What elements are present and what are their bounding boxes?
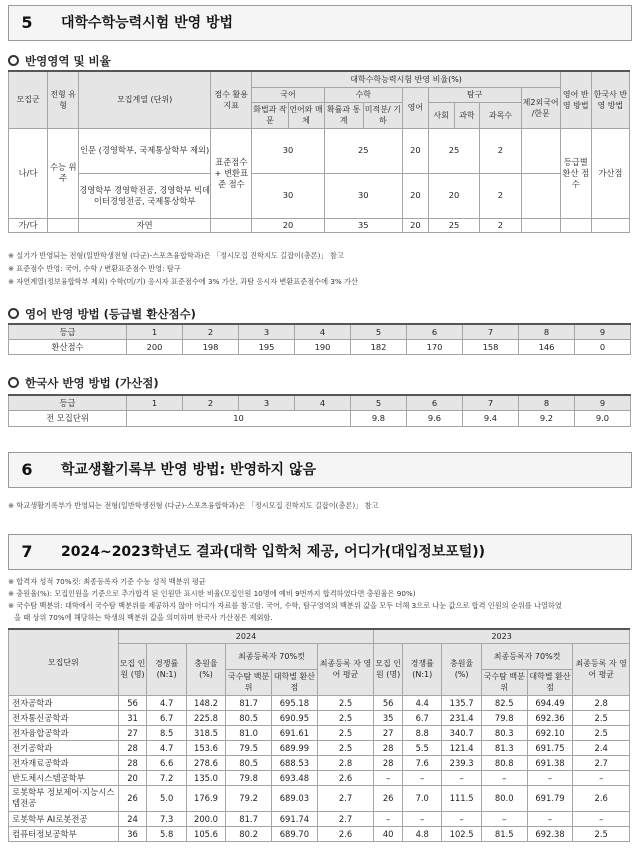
cell-e2: 2.5 (573, 725, 630, 740)
cell-k1: 80.5 (226, 710, 272, 725)
table-row (9, 725, 630, 740)
cell-f2: – (442, 770, 481, 785)
cell-c1: 6.6 (147, 755, 186, 770)
section-6-header (8, 452, 632, 488)
cell-eng-1: 200 (127, 339, 183, 354)
th-competition: 경쟁률 (N:1) (147, 643, 186, 695)
th-grade-7: 7 (463, 395, 519, 410)
th-fill-rate: 충원율 (%) (186, 643, 225, 695)
cell-f2: 340.7 (442, 725, 481, 740)
cell-unit: 전자통신공학과 (9, 710, 119, 725)
th-group: 모집군 (9, 71, 48, 128)
th-csat: 대학수학능력시험 반영 비율(%) (252, 71, 560, 87)
cell-f2: 121.4 (442, 740, 481, 755)
th-unit: 모집단위 (9, 629, 119, 695)
cell-c2: 5.5 (403, 740, 442, 755)
th-grade-8: 8 (519, 395, 575, 410)
subheading-english: 영어 반영 방법 (등급별 환산점수) (8, 306, 196, 322)
cell-e1: 2.6 (317, 826, 374, 841)
th-cut-70: 최종등록자 70%컷 (226, 643, 318, 669)
cell-v2: – (527, 770, 573, 785)
cell-eng-5: 182 (351, 339, 407, 354)
cell-hist-6: 9.6 (407, 410, 463, 426)
cell-unit: 전자융합공학과 (9, 725, 119, 740)
cell-k2: 80.8 (481, 755, 527, 770)
cell-r1-math: 25 (324, 128, 402, 173)
note-section-6: ※ 학교생활기록부가 반영되는 전형(일반학생전형 (다군)-스포츠융합학과)은 「정시모집 진학지도 길잡이(총론)」 참고 (8, 501, 379, 510)
th-math: 수학 (324, 87, 402, 102)
note-ratio-2: ※ 표준점수 반영: 국어, 수학 / 변환표준점수 반영: 탐구 (8, 264, 181, 273)
cell-k1: 81.7 (226, 695, 272, 710)
th-fill-rate: 충원율 (%) (442, 643, 481, 695)
cell-e1: 2.5 (317, 740, 374, 755)
history-table (8, 394, 631, 427)
th-converted-score: 대학별 환산점 (527, 669, 573, 695)
cell-e1: 2.5 (317, 695, 374, 710)
th-quota: 모집 인원 (명) (374, 643, 403, 695)
cell-k2: – (481, 770, 527, 785)
cell-r2-lang (521, 173, 560, 218)
th-type: 전형 유형 (48, 71, 79, 128)
cell-k1: 79.5 (226, 740, 272, 755)
th-eng-avg: 최종등록 자 영어 평균 (573, 643, 630, 695)
cell-q1: 28 (118, 740, 147, 755)
ratio-table (8, 70, 630, 233)
th-competition: 경쟁률 (N:1) (403, 643, 442, 695)
cell-c2: 4.8 (403, 826, 442, 841)
th-quota: 모집 인원 (명) (118, 643, 147, 695)
section-7-header (8, 534, 632, 570)
cell-e1: 2.8 (317, 755, 374, 770)
cell-f1: 105.6 (186, 826, 225, 841)
cell-r1-explore: 25 (428, 128, 480, 173)
cell-v2: 692.10 (527, 725, 573, 740)
cell-v1: 691.74 (271, 811, 317, 826)
cell-f1: 176.9 (186, 785, 225, 811)
cell-e2: – (573, 811, 630, 826)
cell-q1: 27 (118, 725, 147, 740)
cell-q1: 56 (118, 695, 147, 710)
cell-c1: 7.3 (147, 811, 186, 826)
th-grade-6: 6 (407, 395, 463, 410)
cell-hist-7: 9.4 (463, 410, 519, 426)
th-math-a: 확률과 통계 (324, 102, 363, 128)
section-title: 대학수학능력시험 반영 방법 (61, 15, 234, 31)
cell-v1: 691.61 (271, 725, 317, 740)
cell-unit: 컴퓨터정보공학부 (9, 826, 119, 841)
th-grade-5: 5 (351, 395, 407, 410)
note-ratio-1: ※ 실기가 반영되는 전형(일반학생전형 (다군)-스포츠융합학과)은 「정시모집 진학지도 길잡이(총론)」 참고 (8, 251, 344, 260)
bullet-circle-icon (8, 308, 19, 319)
cell-q2: – (374, 770, 403, 785)
cell-e1: 2.7 (317, 785, 374, 811)
cell-r3-lang (521, 218, 560, 232)
cell-r3-eng (560, 218, 591, 232)
cell-e1: 2.5 (317, 725, 374, 740)
cell-c2: 7.6 (403, 755, 442, 770)
cell-q2: 28 (374, 740, 403, 755)
cell-r1-english: 20 (402, 128, 428, 173)
th-vocational: 과목수 (480, 102, 521, 128)
cell-e2: 2.5 (573, 710, 630, 725)
table-row (9, 826, 630, 841)
cell-unit-3: 자연 (79, 218, 211, 232)
cell-q2: – (374, 811, 403, 826)
cell-group-1: 나/다 (9, 128, 48, 218)
cell-v1: 689.99 (271, 740, 317, 755)
th-score-index: 점수 활용 지표 (211, 71, 252, 128)
cell-k1: 79.2 (226, 785, 272, 811)
th-grade: 등급 (9, 324, 127, 339)
cell-k2: – (481, 811, 527, 826)
cell-v2: 691.38 (527, 755, 573, 770)
cell-c1: 6.7 (147, 710, 186, 725)
bullet-circle-icon (8, 377, 19, 388)
cell-v2: 691.79 (527, 785, 573, 811)
cell-eng-9: 0 (575, 339, 631, 354)
row-label: 환산점수 (9, 339, 127, 354)
cell-eng-6: 170 (407, 339, 463, 354)
cell-k2: 80.3 (481, 725, 527, 740)
th-grade-9: 9 (575, 324, 631, 339)
cell-eng-method: 등급별 환산 점수 (560, 128, 591, 218)
cell-k1: 79.8 (226, 770, 272, 785)
cell-r2-korean: 30 (252, 173, 324, 218)
subheading-history: 한국사 반영 방법 (가산점) (8, 375, 159, 391)
section-number: 5 (21, 13, 33, 32)
th-grade-5: 5 (351, 324, 407, 339)
cell-q1: 26 (118, 785, 147, 811)
cell-score-index-2 (211, 218, 252, 232)
th-hist-method: 한국사 반영 방법 (591, 71, 629, 128)
cell-r3-count: 2 (480, 218, 521, 232)
cell-c1: 5.0 (147, 785, 186, 811)
cell-unit: 반도체시스템공학부 (9, 770, 119, 785)
cell-r2-math: 30 (324, 173, 402, 218)
cell-q2: 27 (374, 725, 403, 740)
cell-unit: 로봇학부 정보제어·지능시스템전공 (9, 785, 119, 811)
th-kst-percentile: 국수탐 백분위 (226, 669, 272, 695)
cell-unit-1: 인문 (경영학부, 국제통상학부 제외) (79, 128, 211, 173)
cell-c2: 8.8 (403, 725, 442, 740)
cell-eng-7: 158 (463, 339, 519, 354)
cell-group-2: 가/다 (9, 218, 48, 232)
th-grade-9: 9 (575, 395, 631, 410)
cell-f2: 231.4 (442, 710, 481, 725)
cell-f1: 225.8 (186, 710, 225, 725)
th-grade-1: 1 (127, 395, 183, 410)
cell-v1: 695.18 (271, 695, 317, 710)
cell-r1-korean: 30 (252, 128, 324, 173)
cell-e2: – (573, 770, 630, 785)
cell-r3-explore: 25 (428, 218, 480, 232)
cell-c1: 8.5 (147, 725, 186, 740)
cell-c2: – (403, 811, 442, 826)
th-grade-2: 2 (183, 395, 239, 410)
section-title: 2024~2023학년도 결과(대학 입학처 제공, 어디가(대입정보포털)) (61, 544, 486, 560)
th-grade-6: 6 (407, 324, 463, 339)
cell-hist-method: 가산점 (591, 128, 629, 218)
note-7-3: ※ 국수탐 백분위: 대학에서 국수탐 백분위를 제공하지 않아 어디가 자료를 참고함. 국어, 수학, 탐구영역의 백분위 값을 모두 더해 3으로 나눈 값으로 합격 인원의 순위를 나열하였 (8, 601, 562, 610)
th-korean-b: 언어와 매체 (288, 102, 324, 128)
th-cut-70: 최종등록자 70%컷 (481, 643, 573, 669)
th-explore: 탐구 (428, 87, 521, 102)
cell-hist-merged: 10 (127, 410, 351, 426)
cell-v2: 694.49 (527, 695, 573, 710)
cell-type-2 (48, 218, 79, 232)
table-row (9, 811, 630, 826)
cell-eng-4: 190 (295, 339, 351, 354)
table-row (9, 785, 630, 811)
th-science: 과학 (454, 102, 480, 128)
cell-f2: – (442, 811, 481, 826)
result-table (8, 628, 630, 842)
cell-r3-korean: 20 (252, 218, 324, 232)
cell-v2: – (527, 811, 573, 826)
cell-e1: 2.6 (317, 770, 374, 785)
cell-c2: – (403, 770, 442, 785)
cell-unit: 전자재료공학과 (9, 755, 119, 770)
th-grade-1: 1 (127, 324, 183, 339)
cell-q2: 40 (374, 826, 403, 841)
th-unit: 모집계열 (단위) (79, 71, 211, 128)
note-7-4: 을 때 상위 70%에 해당하는 학생의 백분위 값을 의미하며 한국사 가산점은 제외함. (14, 613, 273, 622)
cell-f2: 135.7 (442, 695, 481, 710)
cell-q2: 28 (374, 755, 403, 770)
cell-f1: 200.0 (186, 811, 225, 826)
english-table (8, 323, 631, 355)
cell-k1: 80.5 (226, 755, 272, 770)
th-social: 사회 (428, 102, 454, 128)
th-grade-2: 2 (183, 324, 239, 339)
cell-r2-explore: 20 (428, 173, 480, 218)
cell-v2: 691.75 (527, 740, 573, 755)
cell-unit: 전기공학과 (9, 740, 119, 755)
cell-f1: 135.0 (186, 770, 225, 785)
note-7-2: ※ 충원율(%): 모집인원을 기준으로 추가합격 된 인원만 표시한 비율(모집인원 10명에 예비 9번까지 합격하였다면 충원율은 90%) (8, 589, 416, 598)
section-title: 학교생활기록부 반영 방법: 반영하지 않음 (61, 462, 317, 478)
cell-c1: 4.7 (147, 740, 186, 755)
th-second-lang: 제2외국어 /한문 (521, 87, 560, 128)
cell-f1: 318.5 (186, 725, 225, 740)
cell-e2: 2.4 (573, 740, 630, 755)
bullet-circle-icon (8, 55, 19, 66)
cell-e2: 2.5 (573, 826, 630, 841)
cell-c1: 4.7 (147, 695, 186, 710)
th-year-2023: 2023 (374, 629, 630, 643)
th-grade-7: 7 (463, 324, 519, 339)
cell-eng-2: 198 (183, 339, 239, 354)
th-math-b: 미적분/ 기하 (363, 102, 402, 128)
th-korean: 국어 (252, 87, 324, 102)
section-5-header (8, 5, 632, 41)
table-row (9, 710, 630, 725)
cell-f2: 111.5 (442, 785, 481, 811)
th-grade-4: 4 (295, 324, 351, 339)
cell-q1: 28 (118, 755, 147, 770)
table-row (9, 770, 630, 785)
th-grade-3: 3 (239, 324, 295, 339)
cell-k1: 81.0 (226, 725, 272, 740)
cell-unit: 로봇학부 AI로봇전공 (9, 811, 119, 826)
cell-type-1: 수능 위주 (48, 128, 79, 218)
cell-eng-8: 146 (519, 339, 575, 354)
cell-r3-math: 35 (324, 218, 402, 232)
cell-c1: 5.8 (147, 826, 186, 841)
cell-k1: 81.7 (226, 811, 272, 826)
cell-r1-lang (521, 128, 560, 173)
cell-q1: 36 (118, 826, 147, 841)
cell-q1: 31 (118, 710, 147, 725)
cell-f1: 278.6 (186, 755, 225, 770)
cell-c2: 7.0 (403, 785, 442, 811)
th-year-2024: 2024 (118, 629, 374, 643)
th-eng-avg: 최종등록 자 영어 평균 (317, 643, 374, 695)
cell-hist-5: 9.8 (351, 410, 407, 426)
th-converted-score: 대학별 환산점 (271, 669, 317, 695)
cell-hist-8: 9.2 (519, 410, 575, 426)
th-kst-percentile: 국수탐 백분위 (481, 669, 527, 695)
cell-unit: 전자공학과 (9, 695, 119, 710)
cell-score-index: 표준점수 + 변환표준 점수 (211, 128, 252, 218)
th-eng-method: 영어 반영 방법 (560, 71, 591, 128)
cell-e1: 2.5 (317, 710, 374, 725)
cell-e2: 2.6 (573, 785, 630, 811)
cell-f1: 153.6 (186, 740, 225, 755)
cell-eng-3: 195 (239, 339, 295, 354)
th-korean-a: 화법과 작문 (252, 102, 288, 128)
cell-v1: 688.53 (271, 755, 317, 770)
cell-q2: 26 (374, 785, 403, 811)
cell-v1: 689.70 (271, 826, 317, 841)
cell-hist-9: 9.0 (575, 410, 631, 426)
cell-e2: 2.7 (573, 755, 630, 770)
cell-e2: 2.8 (573, 695, 630, 710)
th-grade: 등급 (9, 395, 127, 410)
cell-k2: 81.3 (481, 740, 527, 755)
cell-v1: 689.03 (271, 785, 317, 811)
cell-q2: 35 (374, 710, 403, 725)
th-grade-8: 8 (519, 324, 575, 339)
note-ratio-3: ※ 자연계열(정보융합학부 제외) 수학(미/기) 응시자 표준점수에 3% 가산, 과탐 응시자 변환표준점수에 3% 가산 (8, 277, 358, 286)
section-number: 6 (21, 460, 33, 479)
cell-k2: 81.5 (481, 826, 527, 841)
cell-c2: 4.4 (403, 695, 442, 710)
cell-q1: 20 (118, 770, 147, 785)
subheading-ratio: 반영영역 및 비율 (8, 53, 111, 69)
note-7-1: ※ 합격자 성적 70%컷: 최종등록자 기준 수능 성적 백분위 평균 (8, 577, 206, 586)
cell-k2: 82.5 (481, 695, 527, 710)
th-english: 영어 (402, 87, 428, 128)
cell-unit-2: 경영학부 경영학전공, 경영학부 빅데이터경영전공, 국제통상학부 (79, 173, 211, 218)
cell-e1: 2.7 (317, 811, 374, 826)
cell-q2: 56 (374, 695, 403, 710)
th-grade-4: 4 (295, 395, 351, 410)
cell-k1: 80.2 (226, 826, 272, 841)
cell-v2: 692.36 (527, 710, 573, 725)
cell-r3-hist (591, 218, 629, 232)
cell-r2-english: 20 (402, 173, 428, 218)
cell-v1: 690.95 (271, 710, 317, 725)
table-row (9, 695, 630, 710)
cell-c1: 7.2 (147, 770, 186, 785)
table-row (9, 755, 630, 770)
cell-f2: 239.3 (442, 755, 481, 770)
cell-c2: 6.7 (403, 710, 442, 725)
cell-k2: 79.8 (481, 710, 527, 725)
cell-r2-count: 2 (480, 173, 521, 218)
row-label: 전 모집단위 (9, 410, 127, 426)
cell-v1: 693.48 (271, 770, 317, 785)
cell-q1: 24 (118, 811, 147, 826)
cell-r1-count: 2 (480, 128, 521, 173)
cell-r3-english: 20 (402, 218, 428, 232)
cell-k2: 80.0 (481, 785, 527, 811)
section-number: 7 (21, 542, 33, 561)
th-grade-3: 3 (239, 395, 295, 410)
cell-f1: 148.2 (186, 695, 225, 710)
cell-v2: 692.38 (527, 826, 573, 841)
cell-f2: 102.5 (442, 826, 481, 841)
table-row (9, 740, 630, 755)
